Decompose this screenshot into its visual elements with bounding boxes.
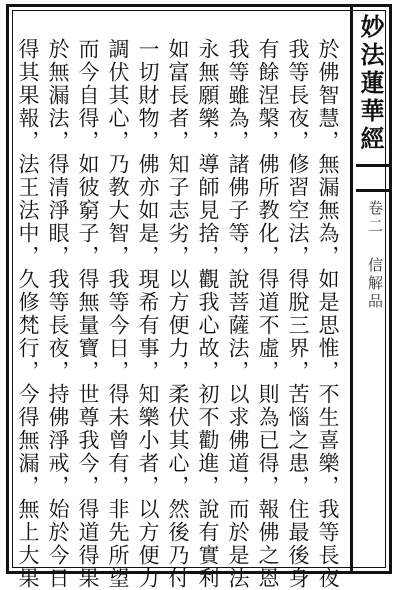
text-column-10: 於無漏法，得清淨眼，我等長夜，持佛淨戒，始於今日 — [46, 38, 70, 590]
text-column-3: 有餘涅槃，佛所教化，得道不虛，則為已得，報佛之恩 — [256, 38, 280, 590]
text-column-8: 調伏其心，乃教大智，我等今日，得未曾有，非先所望 — [106, 38, 130, 590]
text-column-1: 於佛智慧，無漏無為，如是思惟，不生喜樂，我等長夜 — [316, 38, 340, 590]
margin-strip — [354, 4, 392, 574]
text-column-2: 我等長夜，修習空法，得脫三界，苦惱之患，住最後身 — [286, 38, 310, 590]
chapter-label: 卷二 信解品 — [366, 200, 384, 311]
text-column-4: 我等雖為，諸佛子等，說菩薩法，以求佛道，而於是法 — [226, 38, 250, 590]
text-column-9: 而今自得，如彼窮子，得無量寶，世尊我今，得道得果 — [76, 38, 100, 590]
sutra-title: 妙法蓮華經 — [356, 14, 385, 154]
fish-tail-mark — [356, 164, 390, 192]
text-column-5: 永無願樂，導師見捨，觀我心故，初不勸進，說有實利 — [196, 38, 220, 590]
text-column-6: 如富長者，知子志劣，以方便力，柔伏其心，然後乃付 — [166, 38, 190, 590]
text-column-11: 得其果報，法王法中，久修梵行，今得無漏，無上大果 — [16, 38, 40, 590]
text-column-7: 一切財物，佛亦如是，現希有事，知樂小者，以方便力 — [136, 38, 160, 590]
